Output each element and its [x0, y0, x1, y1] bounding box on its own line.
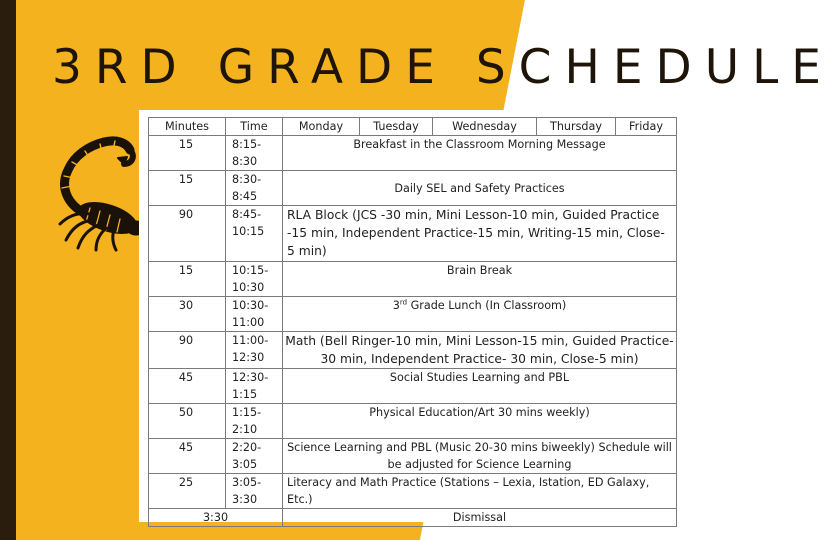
- page-title: 3RD GRADE SCHEDULE: [52, 40, 834, 95]
- header-wednesday: Wednesday: [433, 118, 537, 136]
- table-row: [149, 439, 677, 474]
- time-end: 1:15: [232, 388, 258, 401]
- header-thursday: Thursday: [537, 118, 616, 136]
- time-cell: [226, 439, 283, 474]
- time-start: 8:15-: [232, 138, 262, 151]
- activity-cell: Literacy and Math Practice (Stations – Lexia, Istation, ED Galaxy, Etc.): [283, 474, 677, 509]
- minutes-cell: 15: [149, 136, 226, 171]
- minutes-cell: 90: [149, 206, 226, 262]
- time-start: 2:20-: [232, 441, 262, 454]
- time-start: 11:00-: [232, 334, 269, 347]
- minutes-cell: 30: [149, 297, 226, 332]
- time-cell: [226, 474, 283, 509]
- time-start: 10:15-: [232, 264, 269, 277]
- activity-superscript: rd: [399, 298, 408, 307]
- time-end: 3:05: [232, 458, 258, 471]
- time-cell: [226, 404, 283, 439]
- minutes-cell: 50: [149, 404, 226, 439]
- time-end: 3:30: [232, 493, 258, 506]
- time-end: 8:30: [232, 155, 258, 168]
- activity-cell: Breakfast in the Classroom Morning Message: [283, 136, 677, 171]
- activity-text: 3: [392, 299, 400, 312]
- minutes-cell: 15: [149, 171, 226, 206]
- schedule-table-container: [139, 110, 684, 522]
- minutes-cell: 15: [149, 262, 226, 297]
- table-row: [149, 332, 677, 369]
- activity-cell: Social Studies Learning and PBL: [283, 369, 677, 404]
- time-start: 12:30-: [232, 371, 269, 384]
- dismissal-time-cell: 3:30: [149, 509, 283, 527]
- time-start: 3:05-: [232, 476, 262, 489]
- time-end: 2:10: [232, 423, 258, 436]
- header-tuesday: Tuesday: [360, 118, 433, 136]
- dismissal-cell: Dismissal: [283, 509, 677, 527]
- activity-cell: Physical Education/Art 30 mins weekly): [283, 404, 677, 439]
- table-row: [149, 206, 677, 262]
- time-cell: [226, 206, 283, 262]
- left-accent-bar: [0, 0, 16, 540]
- table-row: [149, 474, 677, 509]
- time-cell: [226, 369, 283, 404]
- header-minutes: Minutes: [149, 118, 226, 136]
- time-start: 10:30-: [232, 299, 269, 312]
- time-start: 8:30-: [232, 173, 262, 186]
- activity-cell: Science Learning and PBL (Music 20-30 mins biweekly) Schedule will be adjusted for Science Learning: [283, 439, 677, 474]
- activity-text: Grade Lunch (In Classroom): [407, 299, 567, 312]
- activity-cell: Daily SEL and Safety Practices: [283, 171, 677, 206]
- table-row: [149, 136, 677, 171]
- table-row: [149, 262, 677, 297]
- time-end: 8:45: [232, 190, 258, 203]
- table-row: [149, 404, 677, 439]
- time-end: 11:00: [232, 316, 265, 329]
- time-cell: [226, 136, 283, 171]
- minutes-cell: 25: [149, 474, 226, 509]
- minutes-cell: 45: [149, 369, 226, 404]
- table-header-row: [149, 118, 677, 136]
- time-end: 10:30: [232, 281, 265, 294]
- table-row: [149, 369, 677, 404]
- minutes-cell: 90: [149, 332, 226, 369]
- header-friday: Friday: [616, 118, 677, 136]
- header-monday: Monday: [283, 118, 360, 136]
- table-row-dismissal: [149, 509, 677, 527]
- time-start: 8:45-: [232, 208, 262, 221]
- activity-cell: Brain Break: [283, 262, 677, 297]
- time-cell: [226, 332, 283, 369]
- minutes-cell: 45: [149, 439, 226, 474]
- activity-cell: [283, 297, 677, 332]
- time-end: 12:30: [232, 351, 265, 364]
- table-row: [149, 297, 677, 332]
- header-time: Time: [226, 118, 283, 136]
- time-cell: [226, 171, 283, 206]
- time-end: 10:15: [232, 225, 265, 238]
- time-start: 1:15-: [232, 406, 262, 419]
- time-cell: [226, 297, 283, 332]
- schedule-table: [148, 117, 677, 527]
- time-cell: [226, 262, 283, 297]
- activity-cell: RLA Block (JCS -30 min, Mini Lesson-10 min, Guided Practice -15 min, Independent Practice-15 min, Writing-15 min, Close-5 min): [283, 206, 677, 262]
- activity-cell: Math (Bell Ringer-10 min, Mini Lesson-15 min, Guided Practice-30 min, Independent Practice- 30 min, Close-5 min): [283, 332, 677, 369]
- table-row: [149, 171, 677, 206]
